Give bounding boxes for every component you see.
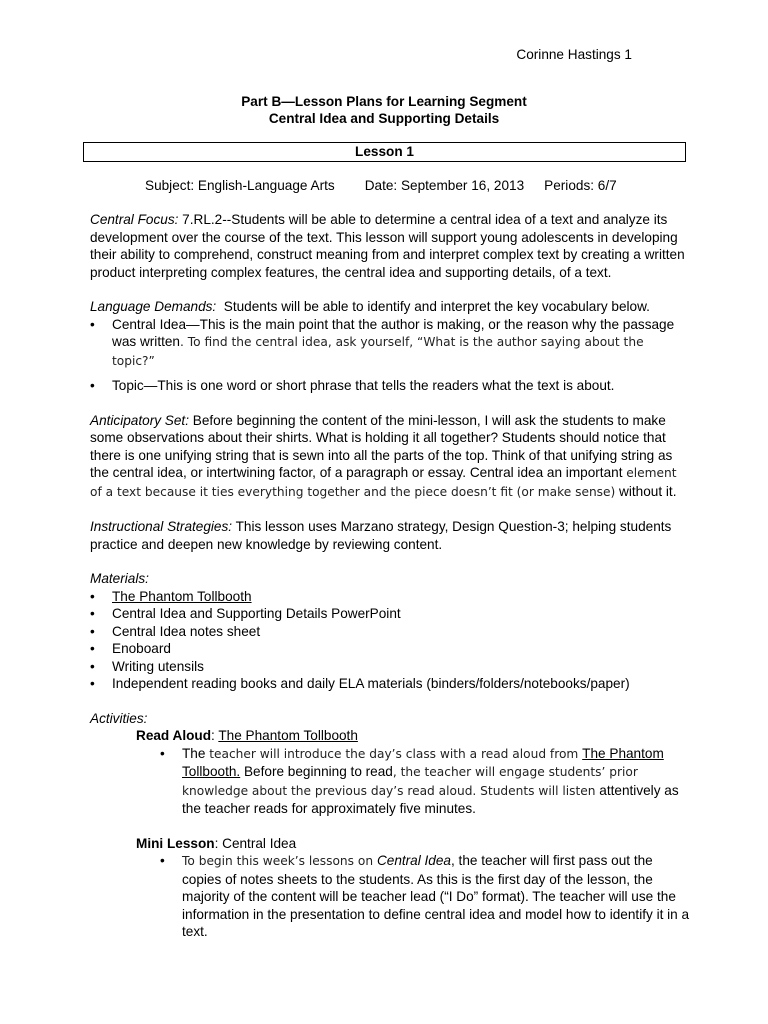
list-item: • The Phantom Tollbooth <box>90 588 690 606</box>
subject-line <box>145 177 617 195</box>
central-focus-paragraph <box>90 211 690 281</box>
materials-label: Materials: <box>90 571 149 586</box>
date-text: Date: September 16, 2013 <box>364 178 525 193</box>
central-focus-text: 7.RL.2--Students will be able to determine a central idea of a text and analyze its development over the course of the text. This lesson will support young adolescents in developing their ability to comprehend, construct meaning from and interpret complex text by creating a written product interpreting complex features, the central idea and supporting details, of a text. <box>90 212 685 280</box>
language-demands-label: Language Demands: <box>90 299 217 314</box>
read-aloud-heading: Read Aloud: The Phantom Tollbooth <box>136 728 358 743</box>
anticipatory-set-label: Anticipatory Set: <box>90 412 189 428</box>
materials-list <box>90 588 690 693</box>
list-item: • Central Idea—This is the main point that the author is making, or the reason why the passage was written. To find the central idea, ask yourself, “What is the author saying about the topic?” <box>90 316 690 371</box>
list-item: • Enoboard <box>90 640 690 658</box>
activities-label: Activities: <box>90 710 148 726</box>
instructional-strategies-paragraph: Instructional Strategies: This lesson uses Marzano strategy, Design Question-3; helping students practice and deepen new knowledge by reviewing content. <box>90 519 672 552</box>
document-title <box>0 93 768 127</box>
list-item: • The teacher will introduce the day’s class with a read aloud from The Phantom Tollbooth. Before beginning to read, the teacher will engage students’ prior knowledge about the previous day’s read aloud. Students will listen attentively as the teacher reads for approximately five minutes. <box>160 745 690 818</box>
central-focus-label: Central Focus: <box>90 212 179 227</box>
materials-section <box>90 570 690 693</box>
mini-lesson-list <box>90 852 690 941</box>
author-page-number: Corinne Hastings 1 <box>516 47 632 62</box>
language-demands-text: Students will be able to identify and interpret the key vocabulary below. <box>216 299 650 314</box>
instructional-strategies-label: Instructional Strategies: <box>90 519 233 534</box>
page-header <box>516 46 632 64</box>
list-item: • Independent reading books and daily ELA materials (binders/folders/notebooks/paper) <box>90 675 690 693</box>
lesson-content <box>90 211 690 941</box>
list-item: • Central Idea and Supporting Details PowerPoint <box>90 605 690 623</box>
activities-section <box>90 710 690 941</box>
title-line-2: Central Idea and Supporting Details <box>268 111 500 126</box>
mini-lesson-heading: Mini Lesson: Central Idea <box>136 835 297 851</box>
list-item: • To begin this week’s lessons on Central Idea, the teacher will first pass out the copies of notes sheets to the students. As this is the first day of the lesson, the majority of the content will be teacher lead (“I Do” format). The teacher will use the information in the presentation to define central idea and model how to identify it in a text. <box>160 852 690 941</box>
language-demands-intro <box>90 298 690 316</box>
subject-text: Subject: English-Language Arts <box>145 178 335 193</box>
periods-text: Periods: 6/7 <box>544 178 617 193</box>
language-demands-section <box>90 298 690 395</box>
title-line-1: Part B—Lesson Plans for Learning Segment <box>241 94 527 109</box>
vocabulary-list <box>90 316 690 395</box>
list-item: • Writing utensils <box>90 658 690 676</box>
list-item: • Topic—This is one word or short phrase that tells the readers what the text is about. <box>90 377 690 395</box>
anticipatory-set-paragraph: Anticipatory Set: Before beginning the content of the mini-lesson, I will ask the students to make some observations about their shirts. What is holding it all together? Students should notice that there is one unifying string that is sewn into all the parts of the top. Think of that unifying string as the central idea, or intertwining factor, of a paragraph or essay. Central idea an important element of a text because it ties everything together and the piece doesn’t fit (or make sense) without it. <box>90 412 677 499</box>
read-aloud-list <box>90 745 690 818</box>
lesson-heading-box: Lesson 1 <box>83 142 686 162</box>
list-item: • Central Idea notes sheet <box>90 623 690 641</box>
